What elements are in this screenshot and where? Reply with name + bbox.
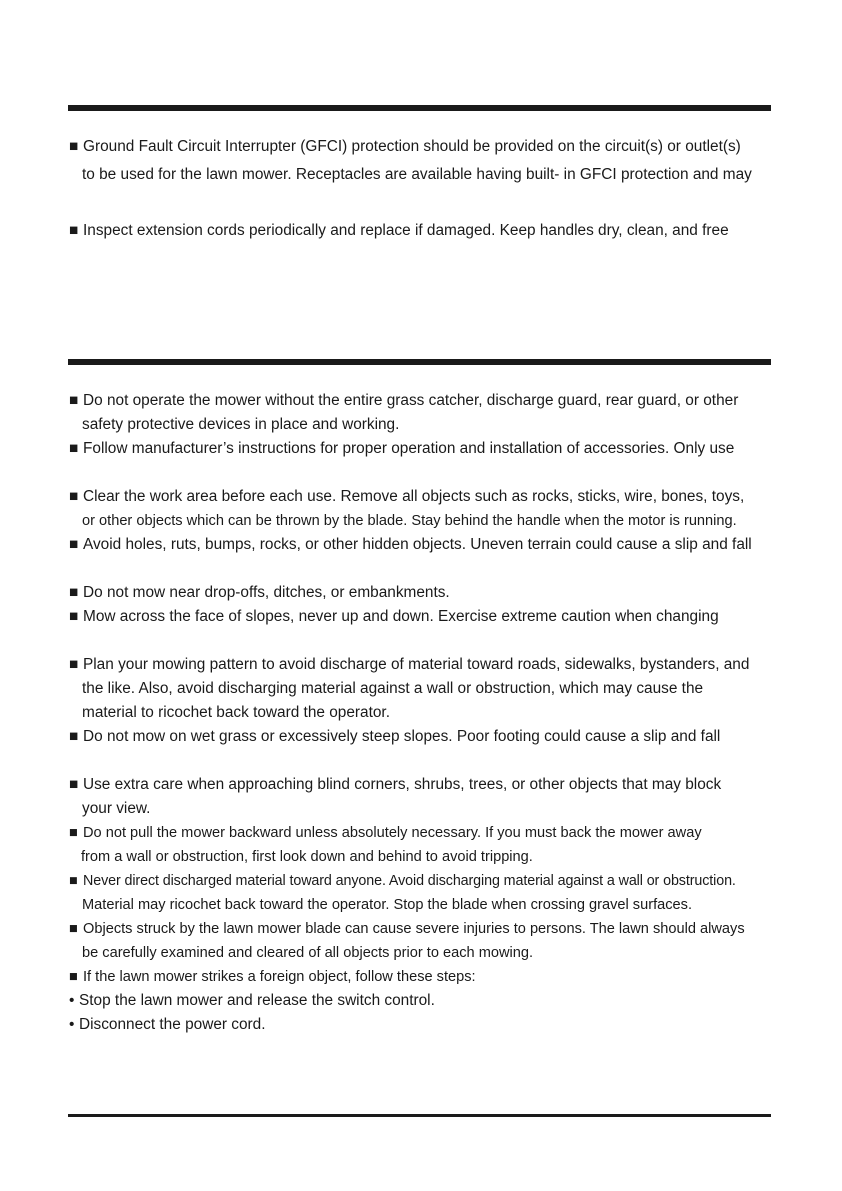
list-item-continuation: Material may ricochet back toward the operator. Stop the blade when crossing gravel surfaces. [82,897,693,913]
list-item-text: Objects struck by the lawn mower blade can cause severe injuries to persons. The lawn should always [83,921,745,937]
list-item-text: If the lawn mower strikes a foreign object, follow these steps: [83,969,476,985]
list-item [69,872,736,890]
bullet-icon: ■ [69,825,78,841]
bullet-icon: ■ [69,969,78,985]
list-item [69,608,719,626]
list-item-text: Plan your mowing pattern to avoid discharge of material toward roads, sidewalks, bystanders, and [83,656,750,673]
list-item-text: Inspect extension cords periodically and replace if damaged. Keep handles dry, clean, and free [83,222,729,239]
list-item-text: Use extra care when approaching blind corners, shrubs, trees, or other objects that may block [83,776,722,793]
list-item-text: Clear the work area before each use. Remove all objects such as rocks, sticks, wire, bones, toys, [83,488,745,505]
bullet-icon: ■ [69,873,78,889]
list-item-text: Mow across the face of slopes, never up and down. Exercise extreme caution when changing [83,608,719,625]
step-text: Stop the lawn mower and release the switch control. [79,992,435,1009]
list-item [69,656,749,674]
list-item [69,222,729,240]
list-item [69,392,738,410]
list-item [69,824,702,842]
bullet-icon: ■ [69,440,79,457]
list-item [69,488,744,506]
list-item-text: Do not mow on wet grass or excessively steep slopes. Poor footing could cause a slip and fall [83,728,721,745]
bullet-icon: ■ [69,222,79,239]
list-item [69,138,741,156]
bullet-icon: ■ [69,584,79,601]
bottom-rule [68,1114,771,1117]
list-item-text: Follow manufacturer’s instructions for proper operation and installation of accessories. Only use [83,440,735,457]
list-item-continuation: from a wall or obstruction, first look down and behind to avoid tripping. [81,849,533,865]
bullet-icon: ■ [69,728,79,745]
bullet-icon: ■ [69,921,78,937]
step-item [69,1016,266,1034]
list-item-text: Do not pull the mower backward unless absolutely necessary. If you must back the mower away [83,825,702,841]
list-item-continuation: the like. Also, avoid discharging material against a wall or obstruction, which may cause the [82,680,704,697]
list-item [69,968,476,986]
list-item [69,920,745,938]
list-item [69,536,752,554]
list-item [69,728,720,746]
list-item-continuation: safety protective devices in place and working. [82,416,400,433]
step-item [69,992,435,1010]
list-item-text: Ground Fault Circuit Interrupter (GFCI) protection should be provided on the circuit(s) or outlet(s) [83,138,741,155]
list-item-continuation: to be used for the lawn mower. Receptacles are available having built- in GFCI protection and may [82,166,752,183]
list-item-continuation: material to ricochet back toward the operator. [82,704,390,721]
bullet-icon: ■ [69,488,79,505]
bullet-icon: ■ [69,656,79,673]
section-2-top-rule [68,359,771,365]
section-1-top-rule [68,105,771,111]
list-item-text: Do not mow near drop-offs, ditches, or embankments. [83,584,450,601]
list-item-text: Do not operate the mower without the entire grass catcher, discharge guard, rear guard, or other [83,392,739,409]
bullet-icon: ■ [69,138,79,155]
list-item [69,440,734,458]
list-item-text: Never direct discharged material toward anyone. Avoid discharging material against a wall or obstruction. [83,873,736,889]
step-bullet-icon: • [69,992,75,1009]
list-item-continuation: your view. [82,800,151,817]
step-text: Disconnect the power cord. [79,1016,266,1033]
bullet-icon: ■ [69,608,79,625]
bullet-icon: ■ [69,392,79,409]
step-bullet-icon: • [69,1016,75,1033]
list-item [69,776,721,794]
list-item-continuation: be carefully examined and cleared of all objects prior to each mowing. [82,945,534,961]
list-item [69,584,450,602]
bullet-icon: ■ [69,776,79,793]
list-item-text: Avoid holes, ruts, bumps, rocks, or other hidden objects. Uneven terrain could cause a slip and fall [83,536,752,553]
bullet-icon: ■ [69,536,79,553]
list-item-continuation: or other objects which can be thrown by the blade. Stay behind the handle when the motor is running. [82,513,737,529]
